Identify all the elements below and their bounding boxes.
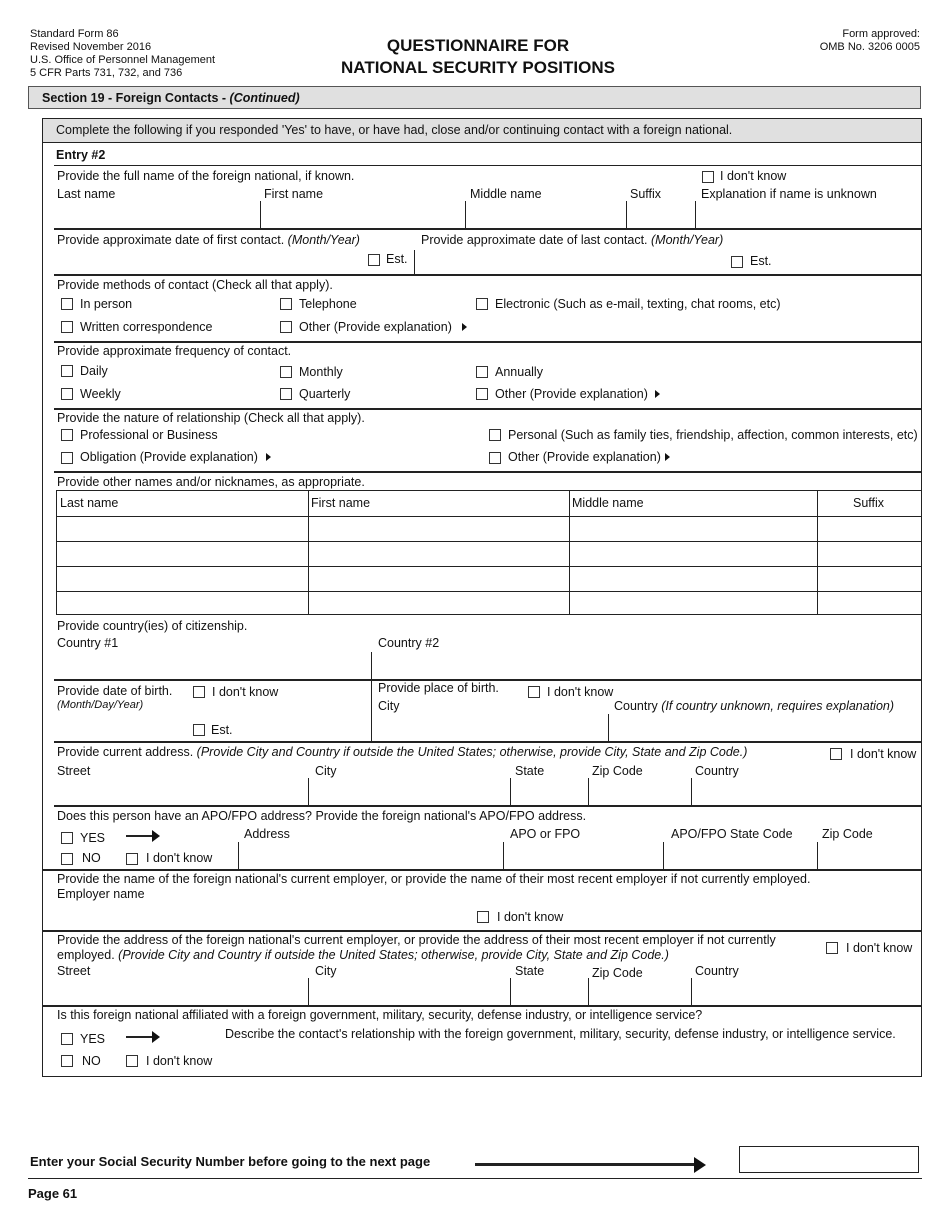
affil-dont-know-checkbox[interactable] (126, 1055, 138, 1067)
method-telephone-label: Telephone (299, 297, 357, 311)
employer-address-prompt-cont: employed. (57, 948, 119, 962)
last-contact-est-label: Est. (750, 254, 772, 268)
suffix-label: Suffix (630, 187, 662, 201)
pob-country-label: Country (614, 699, 662, 713)
omb-approval (820, 28, 920, 54)
pob-city-input[interactable] (374, 715, 605, 740)
rel-obligation-checkbox[interactable] (61, 452, 73, 464)
form-line: Standard Form 86 (30, 28, 119, 40)
freq-daily-label: Daily (80, 364, 108, 378)
employer-name-input[interactable] (58, 903, 468, 927)
approved-line-2: OMB No. 3206 0005 (819, 41, 920, 53)
dob-label: Provide date of birth. (57, 684, 173, 698)
form-line: U.S. Office of Personnel Management (30, 54, 216, 66)
employer-dont-know-checkbox[interactable] (477, 911, 489, 923)
affil-no-checkbox[interactable] (61, 1055, 73, 1067)
page-number: Page 61 (28, 1186, 78, 1201)
emp-city-label: City (315, 964, 337, 978)
name-explanation-label: Explanation if name is unknown (701, 187, 877, 201)
emp-country-input[interactable] (694, 980, 919, 1004)
country-2-label: Country #2 (378, 636, 440, 650)
apo-address-label: Address (244, 827, 290, 841)
section-continued: (Continued) (229, 91, 300, 105)
freq-other-checkbox[interactable] (476, 388, 488, 400)
employer-address-note: (Provide City and Country if outside the United States; otherwise, provide City, State and Zip Code.) (118, 948, 669, 962)
dob-dont-know-checkbox[interactable] (193, 686, 205, 698)
method-electronic-checkbox[interactable] (476, 298, 488, 310)
emp-street-input[interactable] (58, 980, 305, 1004)
first-contact-format: (Month/Year) (287, 233, 360, 247)
method-other-checkbox[interactable] (280, 321, 292, 333)
arrow-right-icon (126, 835, 154, 837)
employer-address-dont-know-label: I don't know (846, 941, 913, 955)
city-label: City (315, 764, 337, 778)
rel-personal-checkbox[interactable] (489, 429, 501, 441)
country-input[interactable] (694, 780, 919, 804)
emp-country-label: Country (695, 964, 739, 978)
intro-text: Complete the following if you responded 'Yes' to have, or have had, close and/or continuing contact with a foreign national. (56, 123, 733, 137)
dob-est-checkbox[interactable] (193, 724, 205, 736)
rel-personal-label: Personal (Such as family ties, friendship, affection, common interests, etc) (508, 428, 918, 442)
affil-describe-input[interactable] (225, 1044, 919, 1074)
method-in-person-label: In person (80, 297, 133, 311)
street-input[interactable] (58, 780, 305, 804)
middle-name-input[interactable] (467, 203, 624, 227)
pob-dont-know-checkbox[interactable] (528, 686, 540, 698)
entry-label: Entry #2 (56, 148, 106, 162)
section-title: Section 19 - Foreign Contacts - (42, 91, 230, 105)
method-written-checkbox[interactable] (61, 321, 73, 333)
name-dont-know-checkbox[interactable] (702, 171, 714, 183)
first-name-label: First name (264, 187, 324, 201)
form-line: 5 CFR Parts 731, 732, and 736 (30, 67, 183, 79)
employer-prompt: Provide the name of the foreign national's current employer, or provide the name of their most recent employer if not currently employed. (57, 872, 811, 886)
apo-no-checkbox[interactable] (61, 853, 73, 865)
address-dont-know-label: I don't know (850, 747, 917, 761)
zip-label: Zip Code (592, 764, 643, 778)
citizenship-prompt: Provide country(ies) of citizenship. (57, 619, 248, 633)
arrow-right-icon (126, 1036, 154, 1038)
method-other-label: Other (Provide explanation) (299, 320, 452, 334)
method-in-person-checkbox[interactable] (61, 298, 73, 310)
freq-quarterly-checkbox[interactable] (280, 388, 292, 400)
state-label: State (515, 764, 545, 778)
freq-monthly-checkbox[interactable] (280, 366, 292, 378)
pob-country-note: (If country unknown, requires explanation) (661, 699, 895, 713)
affil-describe-label: Describe the contact's relationship with the foreign government, military, security, defense industry, or intelligence service. (225, 1027, 896, 1041)
employer-address-prompt: Provide the address of the foreign national's current employer, or provide the address of their most recent employer if not currently (57, 933, 776, 947)
col-last-name: Last name (60, 496, 119, 510)
address-dont-know-checkbox[interactable] (830, 748, 842, 760)
first-contact-label: Provide approximate date of first contact. (57, 233, 288, 247)
country-label: Country (695, 764, 739, 778)
freq-weekly-checkbox[interactable] (61, 388, 73, 400)
last-name-input[interactable] (58, 203, 258, 227)
freq-annually-checkbox[interactable] (476, 366, 488, 378)
affil-dont-know-label: I don't know (146, 1054, 213, 1068)
apo-yes-label: YES (80, 831, 106, 845)
emp-zip-label: Zip Code (592, 966, 643, 980)
first-name-input[interactable] (262, 203, 462, 227)
name-explanation-input[interactable] (697, 203, 919, 227)
ssn-prompt: Enter your Social Security Number before going to the next page (30, 1154, 431, 1169)
freq-quarterly-label: Quarterly (299, 387, 351, 401)
rel-other-label: Other (Provide explanation) (508, 450, 661, 464)
apo-zip-input[interactable] (820, 844, 919, 868)
apo-address-input[interactable] (241, 844, 500, 868)
caret-right-icon (665, 453, 670, 461)
affil-no-label: NO (82, 1054, 101, 1068)
rel-other-checkbox[interactable] (489, 452, 501, 464)
name-dont-know-label: I don't know (720, 169, 787, 183)
dob-dont-know-label: I don't know (212, 685, 279, 699)
pob-label: Provide place of birth. (378, 681, 499, 695)
last-contact-est-checkbox[interactable] (731, 256, 743, 268)
affil-yes-label: YES (80, 1032, 106, 1046)
name-prompt: Provide the full name of the foreign national, if known. (57, 169, 355, 183)
col-suffix: Suffix (853, 496, 885, 510)
freq-daily-checkbox[interactable] (61, 365, 73, 377)
apo-state-code-label: APO/FPO State Code (671, 827, 793, 841)
table-row[interactable] (57, 517, 307, 540)
pob-dont-know-label: I don't know (547, 685, 614, 699)
rel-professional-checkbox[interactable] (61, 429, 73, 441)
other-names-prompt: Provide other names and/or nicknames, as appropriate. (57, 475, 365, 489)
country-1-label: Country #1 (57, 636, 119, 650)
suffix-input[interactable] (628, 203, 693, 227)
relationship-prompt: Provide the nature of relationship (Check all that apply). (57, 411, 365, 425)
page-title (280, 35, 676, 79)
first-contact-date-input[interactable] (58, 250, 358, 272)
rel-obligation-label: Obligation (Provide explanation) (80, 450, 258, 464)
address-note: (Provide City and Country if outside the United States; otherwise, provide City, State and Zip Code.) (196, 745, 748, 759)
freq-weekly-label: Weekly (80, 387, 121, 401)
form-line: Revised November 2016 (30, 41, 152, 53)
emp-street-label: Street (57, 964, 91, 978)
methods-prompt: Provide methods of contact (Check all that apply). (57, 278, 333, 292)
pob-country-input[interactable] (611, 715, 919, 740)
apo-fpo-label: APO or FPO (510, 827, 581, 841)
apo-prompt: Does this person have an APO/FPO address? Provide the foreign national's APO/FPO address. (57, 809, 587, 823)
emp-state-input[interactable] (513, 980, 585, 1004)
freq-monthly-label: Monthly (299, 365, 343, 379)
last-contact-format: (Month/Year) (651, 233, 724, 247)
dob-format: (Month/Day/Year) (57, 699, 144, 711)
arrow-right-icon (475, 1163, 697, 1166)
arrow-head-icon (152, 1031, 160, 1043)
emp-state-label: State (515, 964, 545, 978)
last-contact-date-input[interactable] (418, 250, 718, 272)
freq-other-label: Other (Provide explanation) (495, 387, 648, 401)
table-row[interactable] (57, 542, 307, 565)
apo-dont-know-checkbox[interactable] (126, 853, 138, 865)
col-first-name: First name (311, 496, 371, 510)
method-telephone-checkbox[interactable] (280, 298, 292, 310)
country-2-input[interactable] (374, 654, 919, 678)
zip-input[interactable] (591, 780, 688, 804)
table-row[interactable] (57, 592, 307, 614)
employer-name-label: Employer name (57, 887, 145, 901)
dob-est-label: Est. (211, 723, 233, 737)
caret-right-icon (462, 323, 467, 331)
country-1-input[interactable] (58, 654, 368, 678)
state-input[interactable] (513, 780, 585, 804)
arrow-head-icon (694, 1157, 706, 1173)
affiliation-prompt: Is this foreign national affiliated with a foreign government, military, security, defense industry, or intelligence service? (57, 1008, 703, 1022)
affil-yes-checkbox[interactable] (61, 1033, 73, 1045)
method-written-label: Written correspondence (80, 320, 213, 334)
street-label: Street (57, 764, 91, 778)
first-contact-est-checkbox[interactable] (368, 254, 380, 266)
last-name-label: Last name (57, 187, 116, 201)
rel-professional-label: Professional or Business (80, 428, 218, 442)
emp-zip-input[interactable] (591, 980, 688, 1004)
employer-address-dont-know-checkbox[interactable] (826, 942, 838, 954)
title-line-2: NATIONAL SECURITY POSITIONS (341, 58, 615, 77)
apo-yes-checkbox[interactable] (61, 832, 73, 844)
middle-name-label: Middle name (470, 187, 542, 201)
approved-line-1: Form approved: (842, 28, 920, 40)
address-prompt: Provide current address. (57, 745, 197, 759)
section-header (28, 86, 921, 109)
arrow-head-icon (152, 830, 160, 842)
apo-state-code-input[interactable] (666, 844, 814, 868)
apo-zip-label: Zip Code (822, 827, 873, 841)
ssn-input[interactable] (739, 1146, 919, 1173)
col-middle-name: Middle name (572, 496, 644, 510)
employer-dont-know-label: I don't know (497, 910, 564, 924)
caret-right-icon (266, 453, 271, 461)
first-contact-est-label: Est. (386, 252, 408, 266)
city-input[interactable] (311, 780, 507, 804)
frequency-prompt: Provide approximate frequency of contact. (57, 344, 292, 358)
method-electronic-label: Electronic (Such as e-mail, texting, chat rooms, etc) (495, 297, 781, 311)
title-line-1: QUESTIONNAIRE FOR (386, 36, 570, 55)
table-row[interactable] (57, 567, 307, 590)
caret-right-icon (655, 390, 660, 398)
last-contact-label: Provide approximate date of last contact. (421, 233, 651, 247)
apo-fpo-input[interactable] (506, 844, 660, 868)
apo-no-label: NO (82, 851, 101, 865)
emp-city-input[interactable] (311, 980, 507, 1004)
pob-city-label: City (378, 699, 400, 713)
freq-annually-label: Annually (495, 365, 543, 379)
apo-dont-know-label: I don't know (146, 851, 213, 865)
